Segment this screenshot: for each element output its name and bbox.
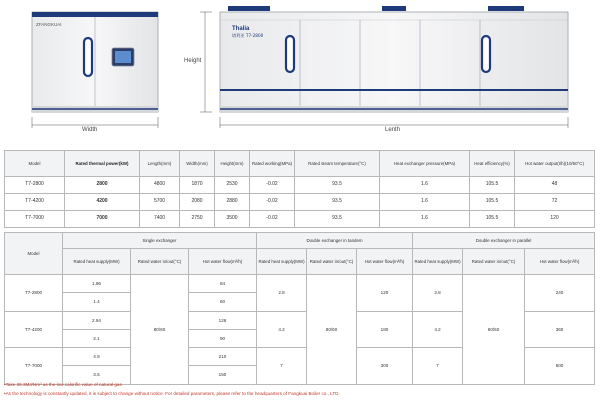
- cell: 120: [515, 211, 595, 228]
- cell: T7-4200: [5, 194, 65, 211]
- side-brand: Thalia: [232, 26, 250, 32]
- col-exchanger-pressure: Heat exchanger pressure(MPa): [380, 151, 470, 177]
- footnote: •As the technology is constantly updated, it is subject to change without notice. For detailed parameters, please refer to the headquarters of Fangkuai Boiler co., LTD.: [4, 391, 340, 396]
- model-cell: T7-7000: [5, 348, 63, 385]
- cell: 48: [515, 177, 595, 194]
- cell: 7: [413, 348, 463, 385]
- cell: 1.96: [63, 275, 131, 293]
- col-model: Model: [5, 151, 65, 177]
- col-water-in-out: Rated water in/out(°C): [131, 249, 189, 275]
- footnotes: [4, 380, 340, 398]
- table-row: [5, 211, 595, 228]
- cell: 3500: [215, 211, 250, 228]
- front-view: [32, 12, 158, 128]
- col-water-flow: Hot water flow(m³/h): [189, 249, 257, 275]
- length-label: Lenth: [385, 127, 401, 133]
- front-brand: ZFANGKUAI: [36, 22, 62, 27]
- col-rated-working: Rated working(MPa): [250, 151, 295, 177]
- cell: 2750: [180, 211, 215, 228]
- cell: 4800: [140, 177, 180, 194]
- cell: 210: [189, 348, 257, 366]
- front-door-handle-icon: [84, 38, 92, 76]
- cell: 2800: [65, 177, 140, 194]
- col-hot-water-output: Hot water output(t/h)(10/60°C): [515, 151, 595, 177]
- cell: 5700: [140, 194, 180, 211]
- col-heat-supply: Rated heat supply(MW): [413, 249, 463, 275]
- boiler-elevation-drawing: [0, 0, 600, 140]
- model-cell: T7-4200: [5, 311, 63, 348]
- cell: 2530: [215, 177, 250, 194]
- side-door-handle-icon: [286, 36, 294, 72]
- group-header-row: [5, 233, 595, 249]
- cell: 240: [525, 275, 595, 312]
- group-parallel: Double exchanger in parallel: [413, 233, 595, 249]
- col-length: Length(mm): [140, 151, 180, 177]
- cell: 60/50: [463, 275, 525, 385]
- cell: 105.5: [470, 211, 515, 228]
- cell: 84: [189, 275, 257, 293]
- cell: 180: [357, 311, 413, 348]
- cell: 150: [189, 366, 257, 384]
- col-water-in-out: Rated water in/out(°C): [463, 249, 525, 275]
- cell: 360: [525, 311, 595, 348]
- spec-table: [4, 150, 595, 228]
- cell: 300: [357, 348, 413, 385]
- spec-header-row: [5, 151, 595, 177]
- cell: 7400: [140, 211, 180, 228]
- product-drawings: [0, 0, 600, 140]
- cell: 2880: [215, 194, 250, 211]
- model-cell: T7-2800: [5, 275, 63, 312]
- cell: 2.8: [413, 275, 463, 312]
- cell: 105.5: [470, 194, 515, 211]
- cell: 105.5: [470, 177, 515, 194]
- cell: 72: [515, 194, 595, 211]
- cell: 93.5: [295, 194, 380, 211]
- cell: 80/60: [131, 275, 189, 385]
- cell: 4200: [65, 194, 140, 211]
- cell: 80/60: [307, 275, 357, 385]
- cell: 120: [357, 275, 413, 312]
- col-water-flow: Hot water flow(m³/h): [357, 249, 413, 275]
- cell: 90: [189, 329, 257, 347]
- cell: 4.2: [413, 311, 463, 348]
- group-single: Single exchanger: [63, 233, 257, 249]
- col-model: Model: [5, 233, 63, 275]
- cell: 1.6: [380, 211, 470, 228]
- col-water-in-out: Rated water in/out(°C): [307, 249, 357, 275]
- cell: T7-2800: [5, 177, 65, 194]
- cell: -0.02: [250, 194, 295, 211]
- group-tandem: Double exchanger in tandem: [257, 233, 413, 249]
- cell: -0.02: [250, 177, 295, 194]
- col-water-flow: Hot water flow(m³/h): [525, 249, 595, 275]
- cell: 2.94: [63, 311, 131, 329]
- cell: 93.5: [295, 177, 380, 194]
- table-row: [5, 194, 595, 211]
- col-rated-power: Rated thermal power(kW): [65, 151, 140, 177]
- cell: 126: [189, 311, 257, 329]
- cell: 7000: [65, 211, 140, 228]
- table-row: [5, 275, 595, 293]
- col-width: Width(mm): [180, 151, 215, 177]
- cell: 2.8: [257, 275, 307, 312]
- cell: -0.02: [250, 211, 295, 228]
- side-model: 塔利亚 T7-2800: [232, 33, 264, 38]
- cell: 7: [257, 348, 307, 385]
- col-height: Height(mm): [215, 151, 250, 177]
- col-steam-temp: Rated steam temperature(°C): [295, 151, 380, 177]
- cell: 3.5: [63, 366, 131, 384]
- cell: 60: [189, 293, 257, 311]
- table-row: [5, 177, 595, 194]
- cell: 2.1: [63, 329, 131, 347]
- cell: 4.2: [257, 311, 307, 348]
- side-door-handle-icon: [482, 36, 490, 72]
- col-heat-supply: Rated heat supply(MW): [63, 249, 131, 275]
- cell: T7-7000: [5, 211, 65, 228]
- exchanger-table: [4, 232, 595, 385]
- cell: 1870: [180, 177, 215, 194]
- footnote: •Take 38.3MJ/Nm³ as the low calorific value of natural gas: [4, 382, 122, 387]
- width-label: Width: [82, 127, 98, 133]
- height-label: Height: [184, 58, 202, 64]
- cell: 1.6: [380, 177, 470, 194]
- col-heat-supply: Rated heat supply(MW): [257, 249, 307, 275]
- cell: 93.5: [295, 211, 380, 228]
- cell: 2080: [180, 194, 215, 211]
- side-view: [220, 6, 568, 128]
- cell: 1.4: [63, 293, 131, 311]
- col-heat-efficiency: Heat efficiency(%): [470, 151, 515, 177]
- cell: 1.6: [380, 194, 470, 211]
- sub-header-row: [5, 249, 595, 275]
- cell: 4.9: [63, 348, 131, 366]
- cell: 600: [525, 348, 595, 385]
